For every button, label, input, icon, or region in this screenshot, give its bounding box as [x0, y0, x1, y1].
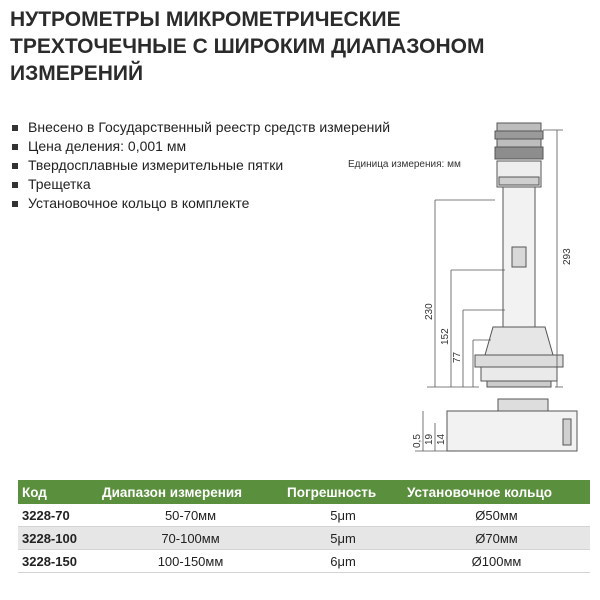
- title-line-3: ИЗМЕРЕНИЙ: [10, 62, 144, 85]
- header-ring: Установочное кольцо: [403, 480, 590, 504]
- micrometer-drawing: [395, 115, 585, 460]
- dim-19-label: 19: [424, 433, 435, 445]
- header-code: Код: [18, 480, 98, 504]
- title-line-2: ТРЕХТОЧЕЧНЫЕ С ШИРОКИМ ДИАПАЗОНОМ: [10, 35, 485, 58]
- dim-77-label: 77: [452, 351, 463, 363]
- bullet-icon: [12, 201, 18, 207]
- feature-item: Трещетка: [12, 175, 390, 194]
- dim-293-label: 293: [562, 248, 573, 265]
- header-error: Погрешность: [283, 480, 403, 504]
- spec-table: [18, 480, 590, 573]
- bullet-icon: [12, 144, 18, 150]
- feature-list: [12, 118, 390, 213]
- dim-14-label: 14: [436, 433, 447, 445]
- unit-note: Единица измерения: мм: [348, 159, 461, 170]
- page-title: [10, 6, 570, 87]
- table-row: 3228-70 50-70мм 5μm Ø50мм: [18, 504, 590, 527]
- dim-152-label: 152: [440, 328, 451, 345]
- feature-item: Внесено в Государственный реестр средств измерений: [12, 118, 390, 137]
- feature-item: Цена деления: 0,001 мм: [12, 137, 390, 156]
- table-row: 3228-100 70-100мм 5μm Ø70мм: [18, 527, 590, 550]
- title-line-1: НУТРОМЕТРЫ МИКРОМЕТРИЧЕСКИЕ: [10, 8, 401, 31]
- dim-0-5-label: 0,5: [412, 434, 423, 448]
- dim-230-label: 230: [424, 303, 435, 320]
- table-row: 3228-150 100-150мм 6μm Ø100мм: [18, 550, 590, 573]
- header-range: Диапазон измерения: [98, 480, 283, 504]
- bullet-icon: [12, 182, 18, 188]
- bullet-icon: [12, 125, 18, 131]
- table-header-row: [18, 480, 590, 504]
- feature-item: Твердосплавные измерительные пятки: [12, 156, 390, 175]
- feature-item: Установочное кольцо в комплекте: [12, 194, 390, 213]
- bullet-icon: [12, 163, 18, 169]
